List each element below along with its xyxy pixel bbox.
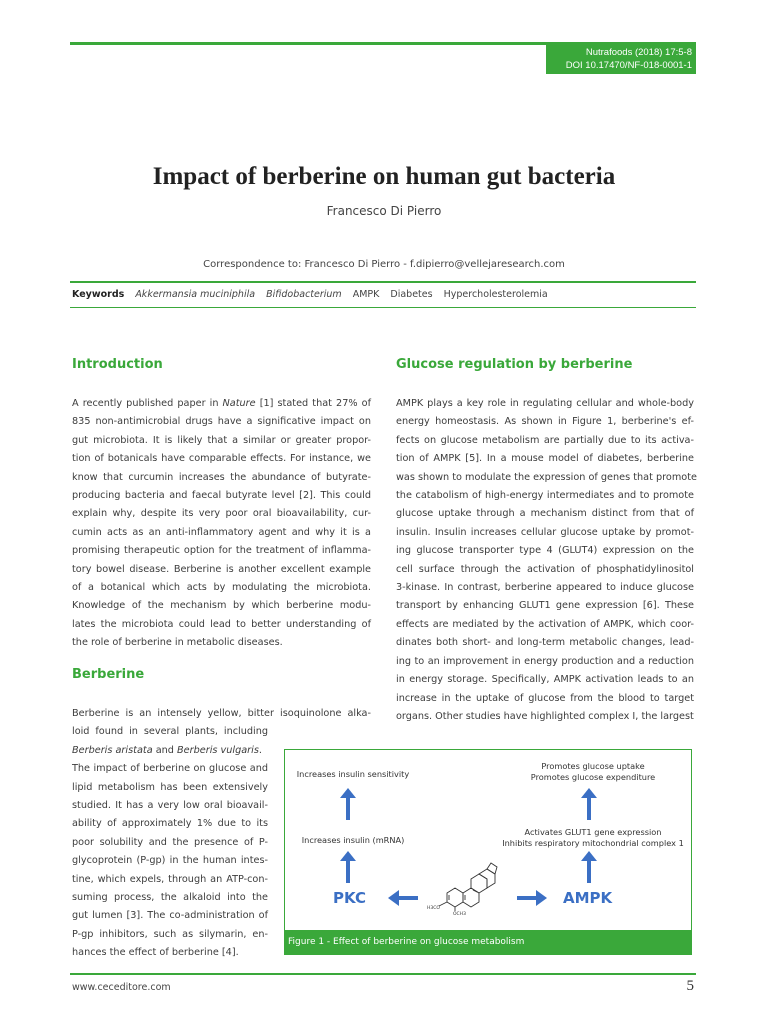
text-line <box>72 871 268 889</box>
text-segment: ing to an improvement in energy production and a reduction <box>396 655 694 667</box>
text-segment: Berberine is an intensely yellow, bitter isoquinolone alka- <box>72 708 371 719</box>
text-segment: tine, which expels, through an ATP-con- <box>72 873 268 885</box>
text-line <box>72 926 268 944</box>
text-segment: Knowledge of the mechanism by which berberine modu- <box>72 600 371 612</box>
text-line <box>396 432 694 450</box>
keywords-rule-top <box>70 281 696 283</box>
text-segment: tory bowel disease. Berberine is another excellent example <box>72 563 371 575</box>
text-line <box>72 760 268 778</box>
heading-glucose: Glucose regulation by berberine <box>396 357 633 372</box>
right-top-label <box>503 761 683 783</box>
journal-line: Nutrafoods (2018) 17:5-8 <box>585 47 692 58</box>
right-mid-label <box>493 827 693 849</box>
keyword-item: Diabetes <box>390 289 433 300</box>
text-segment: ability of approximately 1% due to its <box>72 818 268 830</box>
italic-text: Berberis aristata <box>72 744 153 756</box>
text-line <box>72 797 268 815</box>
text-line <box>396 450 694 468</box>
text-segment: ing glucose transporter type 4 (GLUT4) expression on the <box>396 545 694 557</box>
text-segment: explain why, despite its very poor oral bioavailability, cur- <box>72 508 371 520</box>
text-segment: . <box>258 744 262 756</box>
arrow-left-icon <box>388 892 418 904</box>
text-segment: tion of botanicals have comparable effects. For instance, we <box>72 453 371 465</box>
text-segment: AMPK plays a key role in regulating cellular and whole-body <box>396 398 694 409</box>
keywords-row <box>72 289 556 300</box>
text-line <box>396 579 694 597</box>
text-line <box>72 907 268 925</box>
article-author: Francesco Di Pierro <box>326 204 442 218</box>
text-line <box>396 690 694 708</box>
text-segment: hances the effect of berberine [4]. <box>72 947 239 959</box>
text-segment: lipid metabolism has been extensively <box>72 781 268 793</box>
arrow-up-icon <box>584 788 594 820</box>
text-segment: glycoprotein (P-gp) in the human intes- <box>72 855 268 867</box>
glucose-text <box>396 395 697 726</box>
pkc-node: PKC <box>333 889 366 907</box>
text-line <box>396 505 694 523</box>
keyword-item: Bifidobacterium <box>266 289 342 300</box>
text-segment: in energy storage. Specifically, AMPK activation leads to an <box>396 674 694 686</box>
left-mid-label: Increases insulin (mRNA) <box>301 835 405 845</box>
arrow-up-icon <box>343 788 353 820</box>
text-line <box>72 487 371 505</box>
introduction-text <box>72 395 371 653</box>
correspondence: Correspondence to: Francesco Di Pierro - f.dipierro@vellejaresearch.com <box>203 259 565 270</box>
text-segment: the role of berberine in metabolic diseases. <box>72 637 283 649</box>
text-line <box>72 723 268 741</box>
text-segment: 835 non-antimicrobial drugs have a significative impact on <box>72 416 371 428</box>
text-segment: A recently published paper in <box>72 398 223 409</box>
right-top-line: Promotes glucose uptake <box>541 761 645 771</box>
right-mid-line: Inhibits respiratory mitochondrial complex 1 <box>502 838 684 848</box>
text-segment: promising therapeutic option for the treatment of inflamma- <box>72 545 371 557</box>
citation-box <box>546 45 696 74</box>
text-line <box>72 561 371 579</box>
right-top-line: Promotes glucose expenditure <box>530 772 656 782</box>
text-line <box>396 671 694 689</box>
figure-1 <box>284 749 692 955</box>
text-line <box>396 616 694 634</box>
text-segment: increase in the uptake of glucose from the blood to target <box>396 692 694 704</box>
text-segment: effects are mediated by the activation of AMPK, which coor- <box>396 618 694 630</box>
text-line <box>72 469 371 487</box>
left-top-label: Increases insulin sensitivity <box>296 769 410 779</box>
text-segment: studied. It has a very low oral bioavail- <box>72 800 268 812</box>
text-line <box>396 542 694 560</box>
text-segment: the catabolism of high-energy intermediates and to promote <box>396 490 694 502</box>
text-segment: insulin. Insulin increases cellular glucose uptake by promot- <box>396 526 694 538</box>
footer-rule <box>70 973 696 975</box>
text-line <box>72 579 371 597</box>
text-line <box>396 487 694 505</box>
text-line <box>72 505 371 523</box>
text-segment: fects on glucose metabolism are partially due to its activa- <box>396 434 694 446</box>
doi-line: DOI 10.17470/NF-018-0001-1 <box>565 60 692 71</box>
text-segment: glucose uptake through a mechanism distinct from that of <box>396 508 694 520</box>
keyword-item: AMPK <box>352 289 380 300</box>
text-line <box>396 653 694 671</box>
keywords-label: Keywords <box>72 289 125 300</box>
text-segment: and <box>152 744 178 756</box>
text-line <box>72 889 268 907</box>
italic-text: Berberis vulgaris <box>177 744 259 756</box>
text-line <box>72 779 268 797</box>
arrow-up-icon <box>584 851 594 883</box>
text-segment: The impact of berberine on glucose and <box>72 763 268 775</box>
text-line <box>396 469 697 487</box>
text-segment: gut lumen [3]. The co-administration of <box>72 910 268 922</box>
arrow-up-icon <box>343 851 353 883</box>
berberine-structure-icon <box>427 861 513 915</box>
text-segment: suming process, the alkaloid into the <box>72 892 268 904</box>
text-segment: poor solubility and the presence of P- <box>72 836 268 848</box>
text-line <box>72 542 371 560</box>
text-segment: cumin acts as an anti-inflammatory agent and why it is a <box>72 526 371 538</box>
text-segment: dinates both short- and long-term metabolic changes, lead- <box>396 637 694 649</box>
text-line <box>396 395 694 413</box>
text-line <box>72 815 268 833</box>
text-segment: organs. Other studies have highlighted complex I, the largest <box>396 710 694 722</box>
text-segment: P-gp inhibitors, such as silymarin, en- <box>72 928 268 940</box>
text-line <box>72 597 371 615</box>
article-title: Impact of berberine on human gut bacteria <box>152 163 616 190</box>
keywords-rule-bottom <box>70 307 696 308</box>
arrow-right-icon <box>517 892 547 904</box>
text-line <box>72 413 371 431</box>
text-segment: was shown to modulate the expression of genes that promote <box>396 471 697 483</box>
text-segment: transport by enhancing GLUT1 gene expression [6]. These <box>396 600 694 612</box>
right-mid-line: Activates GLUT1 gene expression <box>524 827 662 837</box>
structure-label: H3CO <box>427 906 440 911</box>
text-line <box>72 852 268 870</box>
page-number: 5 <box>686 978 694 994</box>
heading-introduction: Introduction <box>72 357 163 372</box>
text-segment: lates the microbiota could lead to better understanding of <box>72 618 371 630</box>
text-segment: gut microbiota. It is likely that a similar or greater propor- <box>72 434 371 446</box>
text-line <box>72 450 371 468</box>
text-line <box>396 634 694 652</box>
text-line <box>72 944 268 962</box>
heading-berberine: Berberine <box>72 667 145 682</box>
text-line <box>72 634 371 652</box>
structure-label: OCH3 <box>453 912 466 915</box>
text-line <box>72 616 371 634</box>
text-segment: energy homeostasis. As shown in Figure 1, berberine's ef- <box>396 416 694 428</box>
text-segment: 3-kinase. In contrast, berberine appeared to induce glucose <box>396 582 694 594</box>
text-line <box>72 705 371 723</box>
figure-caption: Figure 1 - Effect of berberine on glucose metabolism <box>285 930 691 954</box>
text-segment: producing bacteria and faecal butyrate level [2]. This could <box>72 490 371 502</box>
text-segment: [1] stated that 27% of <box>255 398 371 409</box>
text-segment: tion of AMPK [5]. In a mouse model of diabetes, berberine <box>396 453 694 465</box>
text-line <box>396 597 694 615</box>
text-segment: loid found in several plants, including <box>72 726 268 738</box>
text-segment: know that curcumin increases the abundance of butyrate- <box>72 471 371 483</box>
text-line <box>72 742 268 760</box>
text-segment: cell surface through the activation of phosphatidylinositol <box>396 563 694 575</box>
italic-text: Nature <box>222 398 256 409</box>
text-line <box>72 834 268 852</box>
text-line <box>396 524 694 542</box>
text-segment: of a botanical which acts by modulating the microbiota. <box>72 582 371 594</box>
text-line <box>396 413 694 431</box>
text-line <box>72 432 371 450</box>
text-line <box>72 524 371 542</box>
text-line <box>72 395 371 413</box>
footer-url[interactable]: www.ceceditore.com <box>72 982 171 993</box>
ampk-node: AMPK <box>563 889 613 907</box>
keyword-item: Hypercholesterolemia <box>443 289 548 300</box>
text-line <box>396 708 694 726</box>
keyword-item: Akkermansia muciniphila <box>135 289 256 300</box>
text-line <box>396 561 694 579</box>
